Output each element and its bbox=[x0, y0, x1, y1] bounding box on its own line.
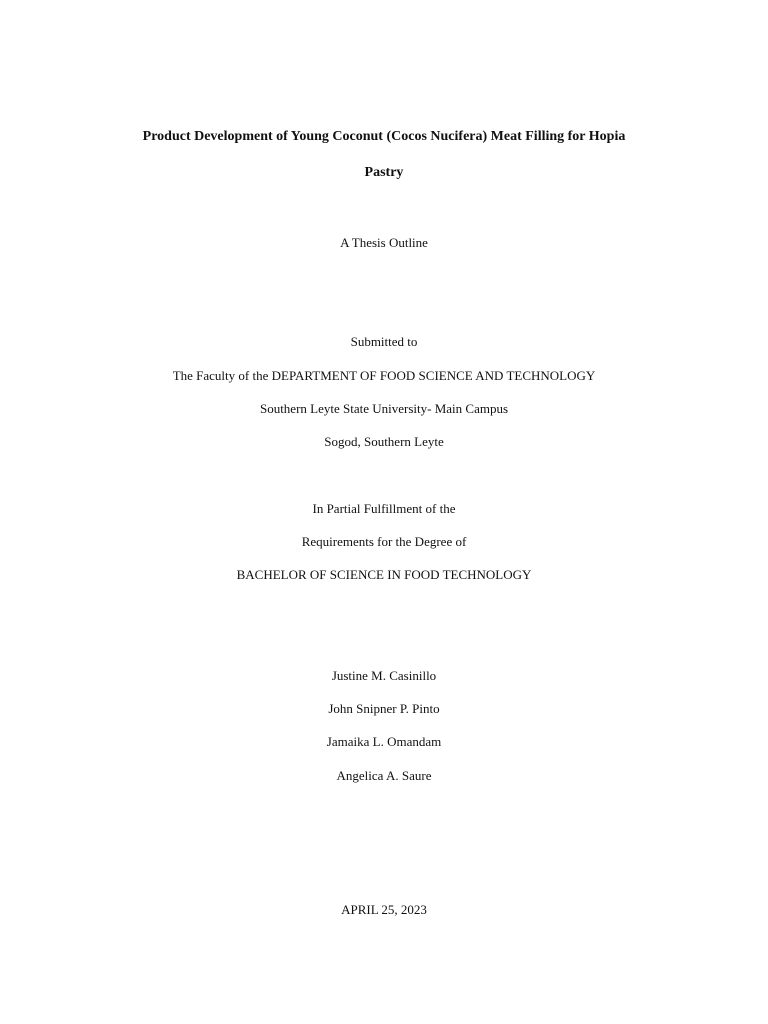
document-type: A Thesis Outline bbox=[340, 235, 428, 250]
university-name: Southern Leyte State University- Main Campus bbox=[259, 401, 509, 416]
fulfillment-line-2: Requirements for the Degree of bbox=[301, 534, 467, 549]
degree-name: BACHELOR OF SCIENCE IN FOOD TECHNOLOGY bbox=[236, 567, 532, 582]
university-location: Sogod, Southern Leyte bbox=[324, 434, 444, 449]
faculty-department: The Faculty of the DEPARTMENT OF FOOD SCIENCE AND TECHNOLOGY bbox=[172, 368, 596, 383]
title-line-2: Pastry bbox=[364, 165, 404, 180]
fulfillment-line-1: In Partial Fulfillment of the bbox=[312, 501, 456, 516]
author-name: Justine M. Casinillo bbox=[331, 668, 437, 683]
submission-date: APRIL 25, 2023 bbox=[341, 902, 427, 917]
title-line-1: Product Development of Young Coconut (Cocos Nucifera) Meat Filling for Hopia bbox=[142, 129, 626, 144]
author-name: John Snipner P. Pinto bbox=[328, 701, 440, 716]
author-name: Angelica A. Saure bbox=[336, 768, 432, 783]
submitted-to: Submitted to bbox=[350, 334, 418, 349]
author-name: Jamaika L. Omandam bbox=[326, 734, 442, 749]
